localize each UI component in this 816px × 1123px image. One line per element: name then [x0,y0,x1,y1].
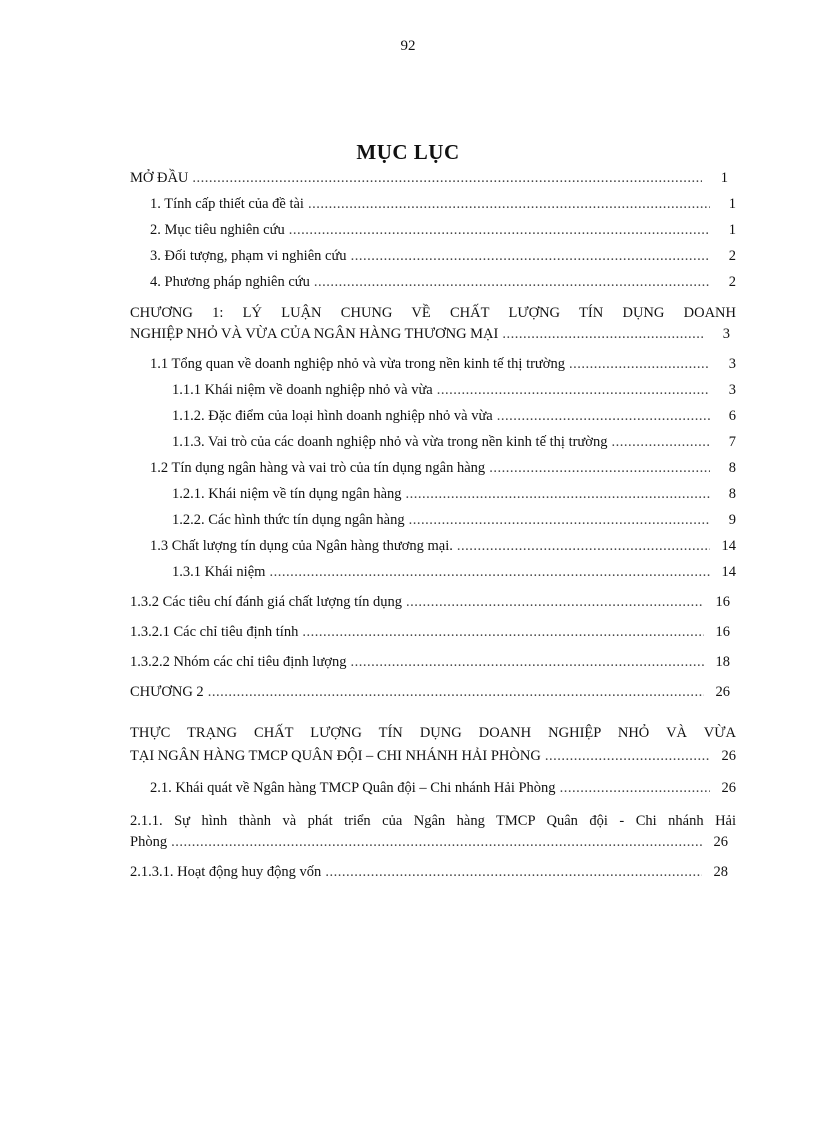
toc-entry-label: 1.3.1 Khái niệm [172,564,266,580]
toc-entry-page: 3 [728,382,736,398]
toc-entry-label: NGHIỆP NHỎ VÀ VỪA CỦA NGÂN HÀNG THƯƠNG MẠI [130,326,499,342]
toc-entry-label: 1.3.2.1 Các chỉ tiêu định tính [130,624,299,640]
toc-section-entry[interactable] [130,808,736,864]
toc-entry-label: 2.1.3.1. Hoạt động huy động vốn [130,864,322,880]
toc-entry[interactable] [130,222,736,248]
toc-entry-label: TẠI NGÂN HÀNG TMCP QUÂN ĐỘI – CHI NHÁNH HẢI PHÒNG [130,748,541,764]
toc-entry-page: 9 [728,512,736,528]
toc-entry[interactable] [130,564,736,594]
toc-chapter-entry[interactable] [130,300,736,356]
toc-entry-label: 4. Phương pháp nghiên cứu [150,274,310,290]
toc-chapter-entry[interactable] [130,718,736,780]
toc-entry-label: 1. Tính cấp thiết của đề tài [150,196,304,212]
toc-entry-label-line: THỰC TRẠNG CHẤT LƯỢNG TÍN DỤNG DOANH NGHIỆP NHỎ VÀ VỪA [130,725,736,741]
toc-entry[interactable] [130,170,736,196]
toc-entry-page: 2 [728,274,736,290]
toc-entry-page: 26 [721,748,736,764]
toc-entry[interactable] [130,594,736,624]
toc-entry[interactable] [130,434,736,460]
toc-entry-page: 16 [715,594,730,610]
toc-entry-page: 28 [713,864,728,880]
toc-entry-page: 14 [721,538,736,554]
toc-entry-label-line: CHƯƠNG 1: LÝ LUẬN CHUNG VỀ CHẤT LƯỢNG TÍN DỤNG DOANH [130,305,736,321]
toc-entry-page: 26 [715,684,730,700]
toc-entry-label: 2.1. Khái quát về Ngân hàng TMCP Quân đội – Chi nhánh Hải Phòng [150,780,556,796]
toc-entry-label: CHƯƠNG 2 [130,684,204,700]
toc-entry-label: 1.3.2 Các tiêu chí đánh giá chất lượng tín dụng [130,594,403,610]
toc-entry-label: 1.2.1. Khái niệm về tín dụng ngân hàng [172,486,402,502]
toc-entry[interactable] [130,512,736,538]
toc-entry-page: 8 [728,486,736,502]
toc-entry-page: 3 [722,326,730,342]
table-of-contents [130,170,736,894]
toc-entry[interactable] [130,460,736,486]
toc-entry[interactable] [130,196,736,222]
toc-entry-page: 2 [728,248,736,264]
toc-entry[interactable] [130,248,736,274]
toc-entry-page: 3 [728,356,736,372]
toc-entry[interactable] [130,780,736,808]
toc-entry-label: 1.2.2. Các hình thức tín dụng ngân hàng [172,512,405,528]
toc-entry[interactable] [130,408,736,434]
toc-entry-label: MỞ ĐẦU [130,170,189,186]
toc-entry-label: Phòng [130,834,168,850]
toc-entry[interactable] [130,864,736,894]
toc-entry[interactable] [130,274,736,300]
toc-entry[interactable] [130,654,736,684]
toc-entry-page: 16 [715,624,730,640]
toc-entry-label: 1.1.1 Khái niệm về doanh nghiệp nhỏ và vừa [172,382,433,398]
page-number: 92 [400,38,416,54]
toc-entry-page: 26 [721,780,736,796]
toc-entry-page: 1 [720,170,728,186]
toc-entry[interactable] [130,356,736,382]
toc-entry-label: 2. Mục tiêu nghiên cứu [150,222,285,238]
toc-entry-page: 8 [728,460,736,476]
toc-entry-label: 1.3 Chất lượng tín dụng của Ngân hàng thương mại. [150,538,453,554]
toc-entry-page: 1 [728,222,736,238]
toc-entry-page: 14 [721,564,736,580]
toc-entry[interactable] [130,684,736,714]
toc-entry-page: 7 [728,434,736,450]
toc-entry-label-line: 2.1.1. Sự hình thành và phát triển của Ngân hàng TMCP Quân đội - Chi nhánh Hải [130,813,736,829]
toc-entry-label: 1.1 Tổng quan về doanh nghiệp nhỏ và vừa trong nền kinh tế thị trường [150,356,565,372]
toc-entry-label: 1.1.3. Vai trò của các doanh nghiệp nhỏ và vừa trong nền kinh tế thị trường [172,434,608,450]
toc-entry[interactable] [130,624,736,654]
toc-entry-label: 1.1.2. Đặc điểm của loại hình doanh nghiệp nhỏ và vừa [172,408,493,424]
toc-entry[interactable] [130,382,736,408]
toc-entry[interactable] [130,538,736,564]
toc-entry-page: 1 [728,196,736,212]
toc-entry-page: 6 [728,408,736,424]
toc-entry-page: 26 [713,834,728,850]
toc-entry[interactable] [130,486,736,512]
toc-entry-label: 1.2 Tín dụng ngân hàng và vai trò của tín dụng ngân hàng [150,460,486,476]
toc-entry-label: 1.3.2.2 Nhóm các chỉ tiêu định lượng [130,654,347,670]
toc-entry-page: 18 [715,654,730,670]
toc-entry-label: 3. Đối tượng, phạm vi nghiên cứu [150,248,347,264]
page-title: MỤC LỤC [356,140,460,164]
